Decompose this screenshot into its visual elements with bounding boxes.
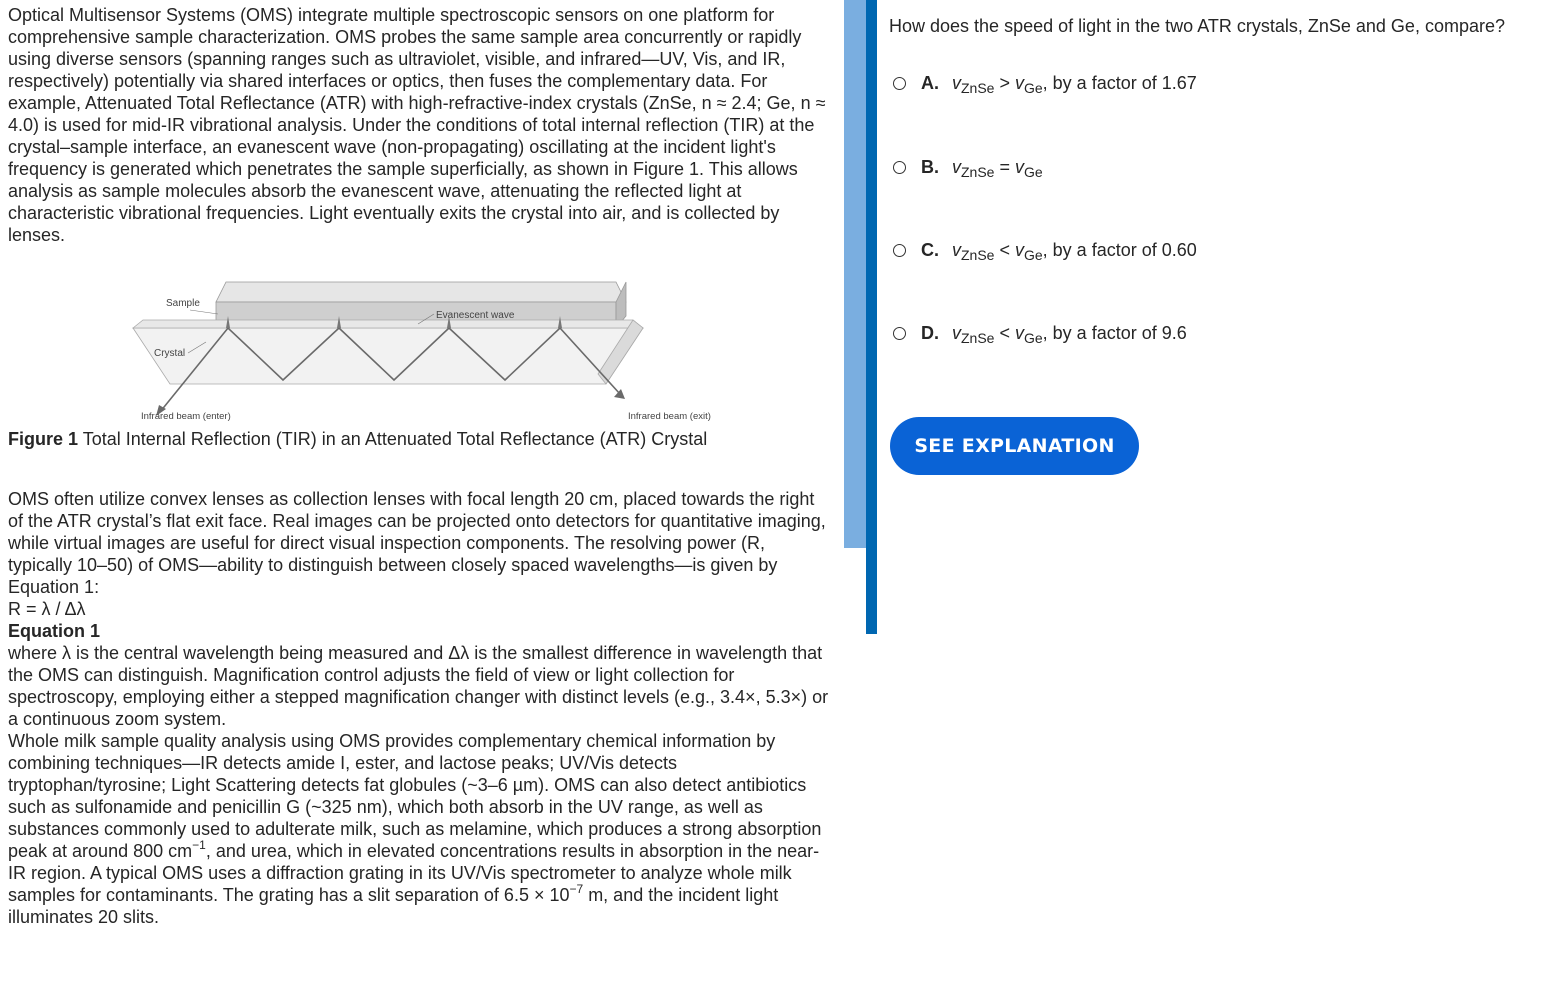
- figure-caption-text: Total Internal Reflection (TIR) in an Attenuated Total Reflectance (ATR) Crystal: [78, 429, 708, 449]
- option-letter: D.: [921, 322, 939, 343]
- option-text: $v_{ZnSe} > v_{Ge}$, by a factor of 1.67: [952, 72, 1197, 96]
- figure-caption-label: Figure 1: [8, 429, 79, 449]
- radio-button-icon[interactable]: [893, 327, 906, 340]
- passage-panel: [8, 4, 834, 928]
- label-beam-exit: Infrared beam (exit): [628, 411, 711, 422]
- label-sample: Sample: [166, 298, 200, 309]
- answer-option-a[interactable]: [893, 68, 1197, 98]
- atr-diagram: [128, 276, 728, 426]
- crystal-top-face: [133, 320, 643, 328]
- see-explanation-button[interactable]: SEE EXPLANATION: [890, 417, 1139, 475]
- passage-paragraph-1: Optical Multisensor Systems (OMS) integrate multiple spectroscopic sensors on one platform for comprehensive sample characterization. OMS probes the same sample area concurrently or rapidly using diverse sensors (spanning ranges such as ultraviolet, visible, and infrared—UV, Vis, and IR, respectively) potentially via shared interfaces or optics, then fuses the complementary data. For example, Attenuated Total Reflectance (ATR) with high-refractive-index crystals (ZnSe, n ≈ 2.4; Ge, n ≈ 4.0) is used for mid-IR vibrational analysis. Under the conditions of total internal reflection (TIR) at the crystal–sample interface, an evanescent wave (non-propagating) oscillating at the incident light's frequency is generated which penetrates the sample superficially, as shown in Figure 1. This allows analysis as sample molecules absorb the evanescent wave, attenuating the reflected light at characteristic vibrational frequencies. Light eventually exits the crystal into air, and is collected by lenses.: [8, 5, 826, 245]
- option-letter: B.: [921, 156, 939, 177]
- panel-divider-scrollbar[interactable]: [844, 0, 877, 634]
- superscript-2: −7: [569, 882, 584, 896]
- answer-option-d[interactable]: [893, 318, 1187, 348]
- equation: R = λ / Δλ: [8, 599, 86, 619]
- paragraph-4-part-c: m, and the incident light illuminates 20 slits.: [8, 885, 779, 927]
- option-text: $v_{ZnSe} < v_{Ge}$, by a factor of 0.60: [952, 239, 1197, 263]
- superscript-1: −1: [192, 838, 206, 852]
- beam-exit-arrow-icon: [614, 389, 625, 399]
- figure-1: [8, 276, 834, 476]
- scrollbar-thumb[interactable]: [844, 0, 866, 548]
- option-text: $v_{ZnSe} < v_{Ge}$, by a factor of 9.6: [952, 322, 1187, 346]
- crystal-prism: [133, 328, 643, 384]
- passage-paragraph-2: OMS often utilize convex lenses as collection lenses with focal length 20 cm, placed towards the right of the ATR crystal’s flat exit face. Real images can be projected onto detectors for quantitative imaging, while virtual images are useful for direct visual inspection components. The resolving power (R, typically 10–50) of OMS—ability to distinguish between closely spaced wavelengths—is given by Equation 1:: [8, 489, 826, 597]
- radio-button-icon[interactable]: [893, 161, 906, 174]
- radio-button-icon[interactable]: [893, 244, 906, 257]
- label-evanescent-wave: Evanescent wave: [436, 310, 515, 321]
- paragraph-4-part-b: , and urea, which in elevated concentrations results in absorption in the near-IR region. A typical OMS uses a diffraction grating in its UV/Vis spectrometer to analyze whole milk samples for contaminants. The grating has a slit separation of 6.5 × 10: [8, 841, 820, 905]
- answer-option-c[interactable]: [893, 235, 1197, 265]
- figure-caption: [8, 428, 834, 450]
- label-crystal: Crystal: [154, 348, 186, 359]
- leader-line: [190, 310, 218, 314]
- option-text: $v_{ZnSe} = v_{Ge}$: [952, 156, 1043, 180]
- answer-option-b[interactable]: [893, 152, 1043, 182]
- divider-edge: [866, 0, 877, 634]
- paragraph-4-part-a: Whole milk sample quality analysis using OMS provides complementary chemical information by combining techniques—IR detects amide I, ester, and lactose peaks; UV/Vis detects tryptophan/tyrosine; Light Scattering detects fat globules (~3–6 µm). OMS can also detect antibiotics such as sulfonamide and penicillin G (~325 nm), which both absorb in the UV range, as well as substances commonly used to adulterate milk, such as melamine, which produces a strong absorption peak at around 800 cm: [8, 731, 822, 861]
- label-beam-enter: Infrared beam (enter): [141, 411, 231, 422]
- passage-paragraph-4: [8, 730, 834, 928]
- passage-paragraph-3: where λ is the central wavelength being measured and Δλ is the smallest difference in wavelength that the OMS can distinguish. Magnification control adjusts the field of view or light collection for spectroscopy, employing either a stepped magnification changer with distinct levels (e.g., 3.4×, 5.3×) or a continuous zoom system.: [8, 643, 829, 729]
- sample-block-top: [216, 282, 626, 302]
- scrollbar-track: [844, 548, 866, 634]
- option-letter: C.: [921, 239, 939, 260]
- question-text: How does the speed of light in the two ATR crystals, ZnSe and Ge, compare?: [889, 16, 1505, 36]
- radio-button-icon[interactable]: [893, 77, 906, 90]
- option-letter: A.: [921, 72, 939, 93]
- equation-label: Equation 1: [8, 621, 101, 641]
